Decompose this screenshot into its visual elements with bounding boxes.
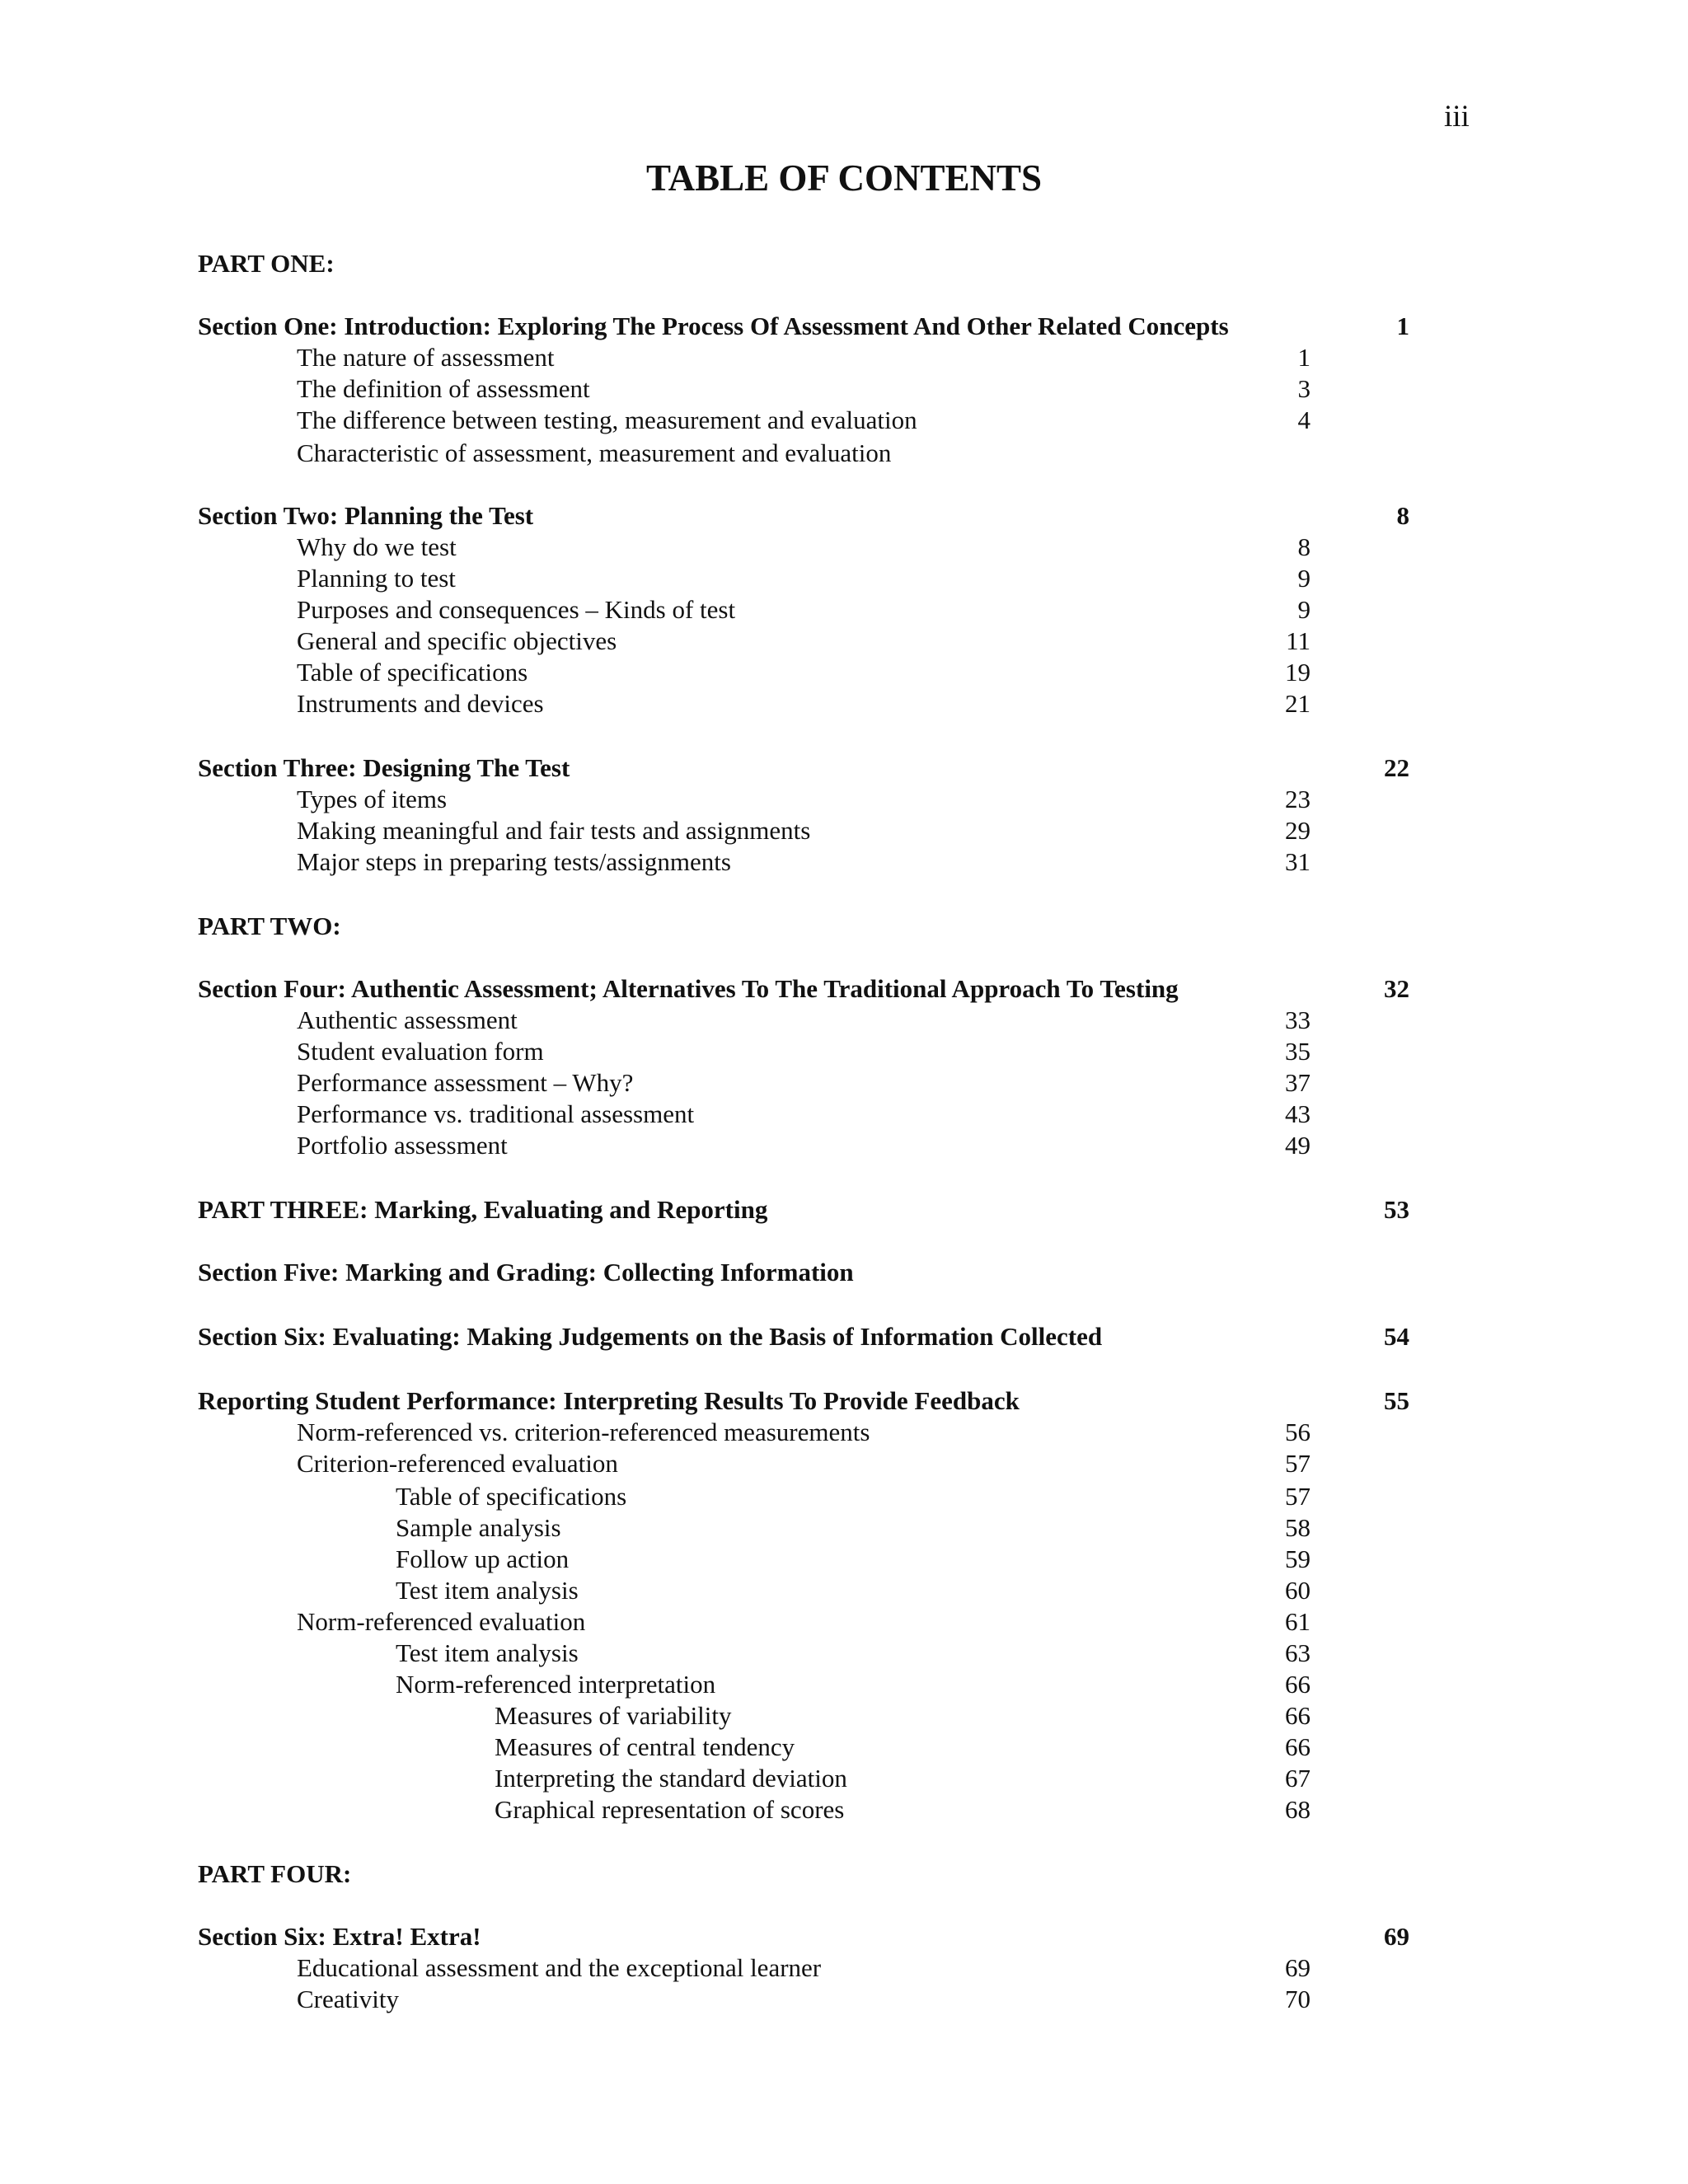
toc-entry-label: Educational assessment and the exceptional learner [297,1953,822,1982]
toc-entry-page: 3 [1297,374,1311,403]
toc-entry-page: 67 [1285,1764,1311,1793]
toc-entry-page: 69 [1384,1922,1409,1951]
toc-entry-label: Purposes and consequences – Kinds of test [297,595,736,624]
toc-entry-label: Planning to test [297,564,456,593]
toc-entry-page: 22 [1384,753,1409,782]
toc-entry-page: 56 [1285,1418,1311,1446]
toc-entry-page: 63 [1285,1638,1311,1667]
toc-entry-page: 57 [1285,1449,1311,1478]
toc-entry-label: PART THREE: Marking, Evaluating and Reporting [198,1195,768,1224]
toc-entry-page: 11 [1286,626,1311,655]
toc-entry-page: 32 [1384,974,1409,1003]
toc-entry-page: 57 [1285,1482,1311,1511]
toc-entry-label: Performance vs. traditional assessment [297,1099,695,1128]
toc-entry-page: 66 [1285,1701,1311,1730]
toc-entry-page: 70 [1285,1985,1311,2013]
toc-entry-label: Norm-referenced vs. criterion-referenced measurements [297,1418,870,1446]
toc-entry-page: 66 [1285,1670,1311,1699]
toc-entry-label: PART FOUR: [198,1859,352,1888]
toc-entry-label: Section Six: Extra! Extra! [198,1922,481,1951]
toc-entry-label: Criterion-referenced evaluation [297,1449,618,1478]
toc-entry-page: 66 [1285,1732,1311,1761]
toc-entry-label: Interpreting the standard deviation [495,1764,847,1793]
toc-entry-label: Test item analysis [396,1638,579,1667]
toc-entry-page: 35 [1285,1037,1311,1066]
toc-entry-label: General and specific objectives [297,626,617,655]
toc-entry-label: Section Four: Authentic Assessment; Alternatives To The Traditional Approach To Testing [198,974,1179,1003]
toc-entry-page: 53 [1384,1195,1409,1224]
toc-entry-label: Table of specifications [396,1482,627,1511]
toc-entry-label: PART ONE: [198,249,335,278]
toc-entry-label: Test item analysis [396,1576,579,1605]
toc-entry-label: Measures of variability [495,1701,732,1730]
toc-entry-page: 58 [1285,1513,1311,1542]
toc-entry-label: Sample analysis [396,1513,561,1542]
toc-entry-label: Making meaningful and fair tests and assignments [297,816,811,845]
toc-entry-label: Student evaluation form [297,1037,544,1066]
toc-entry-label: Norm-referenced evaluation [297,1607,586,1636]
toc-entry-page: 31 [1285,847,1311,876]
toc-entry-label: Section Three: Designing The Test [198,753,570,782]
toc-entry-page: 9 [1297,595,1311,624]
toc-entry-label: Graphical representation of scores [495,1795,845,1824]
toc-entry-label: Portfolio assessment [297,1131,508,1160]
toc-entry-page: 8 [1396,501,1409,530]
toc-entry-page: 1 [1297,343,1311,372]
toc-entry-page: 61 [1285,1607,1311,1636]
toc-entry-page: 4 [1297,405,1311,434]
toc-entry-label: Section Two: Planning the Test [198,501,534,530]
toc-entry-label: Norm-referenced interpretation [396,1670,716,1699]
toc-entry-page: 69 [1285,1953,1311,1982]
toc-entry-label: Why do we test [297,532,457,561]
toc-entry-page: 55 [1384,1386,1409,1415]
toc-entry-page: 60 [1285,1576,1311,1605]
toc-entry-page: 43 [1285,1099,1311,1128]
toc-entry-label: Instruments and devices [297,689,544,718]
toc-entry-label: Measures of central tendency [495,1732,795,1761]
toc-entry-page: 29 [1285,816,1311,845]
toc-entry-label: Section Six: Evaluating: Making Judgements on the Basis of Information Collected [198,1322,1103,1351]
toc-entry-label: Major steps in preparing tests/assignments [297,847,731,876]
toc-entry-page: 23 [1285,785,1311,813]
toc-entry-label: Creativity [297,1985,399,2013]
toc-entry-label: Section Five: Marking and Grading: Collecting Information [198,1258,854,1286]
toc-entry-page: 59 [1285,1544,1311,1573]
toc-entry-label: Characteristic of assessment, measurement and evaluation [297,438,892,467]
toc-entry-page: 54 [1384,1322,1409,1351]
toc-entry-page: 9 [1297,564,1311,593]
toc-entry-page: 37 [1285,1068,1311,1097]
toc-entry-label: Table of specifications [297,658,528,687]
toc-entry-label: The definition of assessment [297,374,590,403]
toc-entry-label: Reporting Student Performance: Interpreting Results To Provide Feedback [198,1386,1020,1415]
toc-entry-label: Section One: Introduction: Exploring The Process Of Assessment And Other Related Concepts [198,312,1229,340]
toc-entry-label: Follow up action [396,1544,570,1573]
toc-entry-page: 1 [1396,312,1409,340]
toc-entry-label: The difference between testing, measurement and evaluation [297,405,917,434]
toc-entry-label: PART TWO: [198,912,341,940]
toc-entry-label: Performance assessment – Why? [297,1068,634,1097]
toc-entry-page: 49 [1285,1131,1311,1160]
toc-entry-label: Authentic assessment [297,1005,518,1034]
toc-entry-page: 19 [1285,658,1311,687]
toc-entry-label: The nature of assessment [297,343,555,372]
toc-entry-page: 33 [1285,1005,1311,1034]
toc-entry-page: 68 [1285,1795,1311,1824]
toc-entry-page: 8 [1297,532,1311,561]
toc-entry-label: Types of items [297,785,448,813]
page-number: iii [1444,100,1470,134]
toc-entry-page: 21 [1285,689,1311,718]
page-title: TABLE OF CONTENTS [645,157,1043,199]
